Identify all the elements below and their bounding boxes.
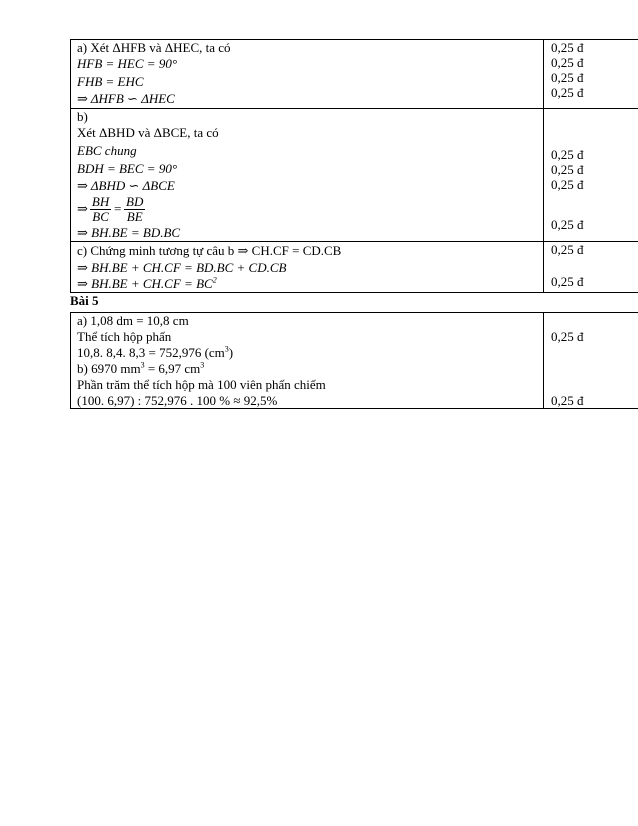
part-b-line-last: ⇒ BH.BE = BD.BC	[77, 225, 181, 240]
part-a-line-3: FHB = EHC	[77, 74, 144, 89]
table-row-part-c	[71, 242, 638, 293]
bai5-line-4	[71, 361, 543, 377]
table-row-part-a	[71, 40, 638, 109]
section-title: Bài 5	[70, 293, 99, 308]
bai5-line-4-exponent-1: 3	[140, 360, 145, 370]
part-a-line-1: a) Xét ΔHFB và ΔHEC, ta có	[77, 40, 231, 55]
part-a-score-1: 0,25 đ	[551, 40, 584, 55]
part-a-line-4: ⇒ ΔHFB ∽ ΔHEC	[77, 91, 175, 106]
equals-symbol: =	[113, 201, 123, 216]
bai5-line-3-suffix: )	[228, 345, 234, 360]
implies-symbol: ⇒	[77, 201, 88, 216]
part-c-line-3	[71, 276, 543, 292]
part-a-score-4: 0,25 đ	[551, 85, 584, 100]
part-b-line-3: EBC chung	[77, 143, 137, 158]
part-b-line-5: ⇒ ΔBHD ∽ ΔBCE	[77, 178, 175, 193]
fraction-bd-be	[124, 195, 145, 224]
part-b-line-1: b)	[77, 109, 88, 124]
part-c-line-3-text: ⇒ BH.BE + CH.CF = BC	[77, 276, 213, 291]
grading-table-2	[70, 312, 638, 409]
part-b-fraction-line	[71, 193, 543, 225]
part-b-scores	[544, 109, 638, 242]
table-row-bai5	[71, 313, 638, 409]
bai5-scores	[544, 313, 638, 409]
part-b-score-3: 0,25 đ	[551, 177, 584, 192]
part-c-scores	[544, 242, 638, 293]
bai5-line-4-prefix: b) 6970 mm	[77, 361, 141, 376]
bai5-line-3-prefix: 10,8. 8,4. 8,3 = 752,976 (cm	[77, 345, 225, 360]
fraction-1-denominator: BC	[92, 208, 109, 224]
bai5-line-3	[71, 345, 543, 361]
part-b-score-1: 0,25 đ	[551, 147, 584, 162]
part-c-line-2: ⇒ BH.BE + CH.CF = BD.BC + CD.CB	[77, 260, 287, 275]
part-b-content	[71, 109, 544, 242]
bai5-line-3-exponent: 3	[224, 344, 229, 354]
fraction-2-numerator: BD	[126, 193, 144, 209]
bai5-content	[71, 313, 544, 409]
bai5-line-1: a) 1,08 dm = 10,8 cm	[77, 313, 189, 328]
part-a-scores	[544, 40, 638, 109]
part-a-score-2: 0,25 đ	[551, 55, 584, 70]
part-c-score-1: 0,25 đ	[551, 242, 584, 257]
grading-table-1	[70, 39, 638, 293]
part-b-line-2: Xét ΔBHD và ΔBCE, ta có	[77, 125, 219, 140]
part-c-score-2: 0,25 đ	[551, 274, 584, 289]
part-c-content	[71, 242, 544, 293]
bai5-line-6: (100. 6,97) : 752,976 . 100 % ≈ 92,5%	[77, 393, 278, 408]
table-row-part-b	[71, 109, 638, 242]
bai5-line-4-exponent-2: 3	[200, 360, 205, 370]
part-c-exponent: 2	[212, 275, 217, 285]
part-b-line-4: BDH = BEC = 90°	[77, 161, 178, 176]
bai5-score-1: 0,25 đ	[551, 329, 584, 344]
bai5-line-5: Phần trăm thể tích hộp mà 100 viên phấn chiếm	[77, 377, 326, 392]
part-a-content	[71, 40, 544, 109]
part-a-line-2: HFB = HEC = 90°	[77, 56, 178, 71]
fraction-2-denominator: BE	[126, 208, 143, 224]
part-b-score-4: 0,25 đ	[551, 217, 584, 232]
part-b-score-2: 0,25 đ	[551, 162, 584, 177]
fraction-bh-bc	[90, 195, 111, 224]
part-a-score-3: 0,25 đ	[551, 70, 584, 85]
bai5-line-4-mid: = 6,97 cm	[144, 361, 201, 376]
fraction-1-numerator: BH	[91, 193, 110, 209]
bai5-score-2: 0,25 đ	[551, 393, 584, 408]
bai5-line-2: Thể tích hộp phấn	[77, 329, 172, 344]
part-c-line-1: c) Chứng minh tương tự câu b ⇒ CH.CF = CD.CB	[77, 243, 342, 258]
